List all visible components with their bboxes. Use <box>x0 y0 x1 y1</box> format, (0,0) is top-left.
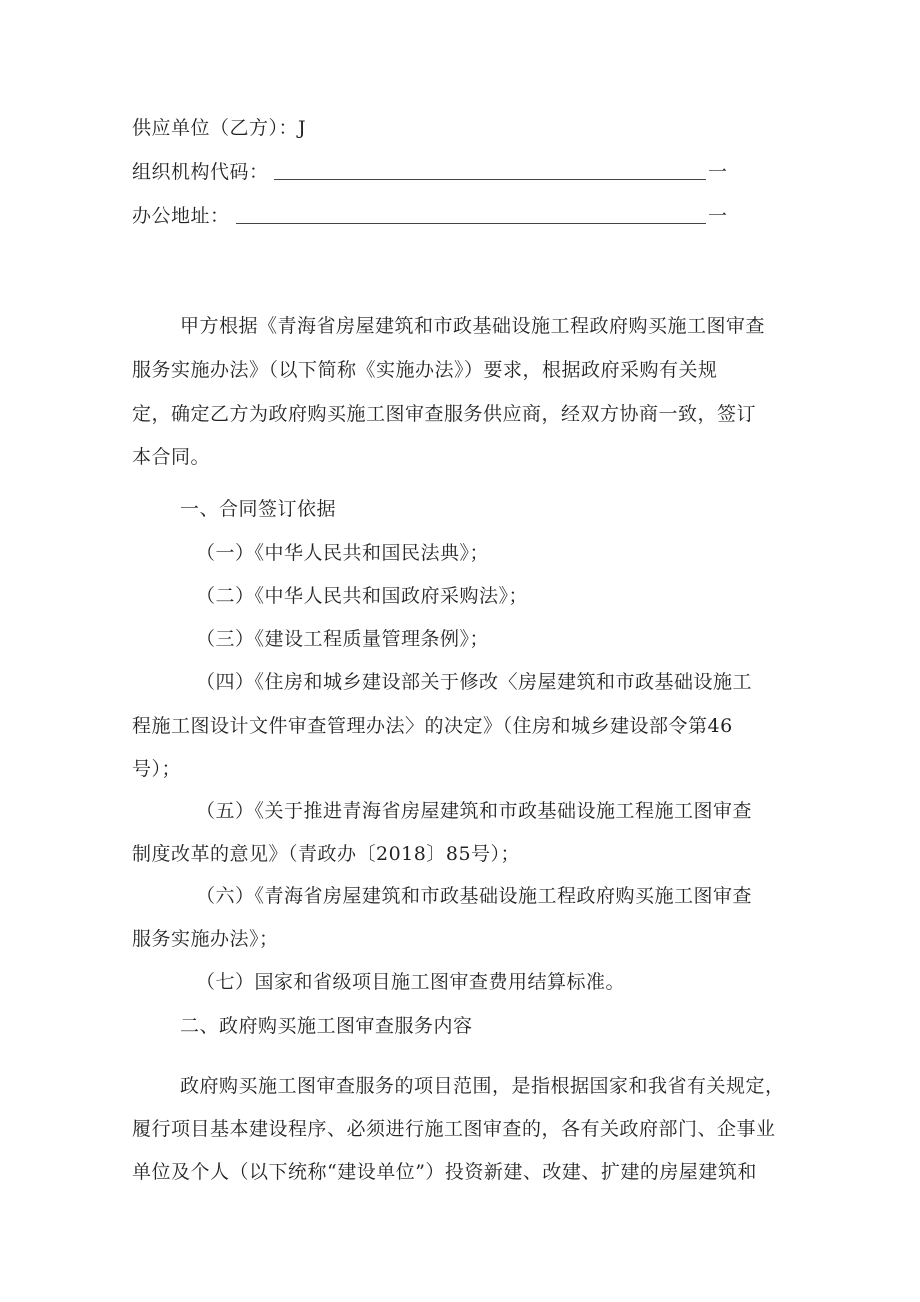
list-item: （三）《建设工程质量管理条例》； <box>196 628 490 650</box>
list-item: （二）《中华人民共和国政府采购法》； <box>196 585 529 607</box>
intro-line: 服务实施办法》（以下简称《实施办法》）要求，根据政府采购有关规 <box>132 359 718 381</box>
section-heading: 一、合同签订依据 <box>180 498 337 520</box>
intro-line: 定，确定乙方为政府购买施工图审查服务供应商，经双方协商一致，签订 <box>132 403 757 425</box>
section-heading: 二、政府购买施工图审查服务内容 <box>180 1015 473 1037</box>
list-item-continued: 号）； <box>132 758 182 780</box>
list-item: （六）《青海省房屋建筑和市政基础设施工程政府购买施工图审查 <box>196 885 753 907</box>
list-item-continued: 服务实施办法》； <box>132 928 279 950</box>
list-item: （四）《住房和城乡建设部关于修改〈房屋建筑和市政基础设施工 <box>196 671 753 693</box>
list-item-continued: 制度改革的意见》（青政办〔2018〕85号）； <box>132 843 521 865</box>
address-underline <box>236 223 706 224</box>
list-item: （五）《关于推进青海省房屋建筑和市政基础设施工程施工图审查 <box>196 800 753 822</box>
paragraph-line: 政府购买施工图审查服务的项目范围，是指根据国家和我省有关规定， <box>180 1075 785 1097</box>
org-code-underline <box>274 179 706 180</box>
supplier-label: 供应单位（乙方）：J <box>132 117 307 139</box>
intro-line: 甲方根据《青海省房屋建筑和市政基础设施工程政府购买施工图审查 <box>180 315 766 337</box>
address-label: 办公地址： <box>132 205 230 227</box>
org-code-label: 组织机构代码： <box>132 161 269 183</box>
paragraph-line: 履行项目基本建设程序、必须进行施工图审查的，各有关政府部门、企事业 <box>132 1118 776 1140</box>
paragraph-line: 单位及个人（以下统称“建设单位”）投资新建、改建、扩建的房屋建筑和 <box>132 1161 757 1183</box>
list-item-continued: 程施工图设计文件审查管理办法〉的决定》（住房和城乡建设部令第46 <box>132 715 733 737</box>
intro-line: 本合同。 <box>132 446 211 468</box>
org-code-trail: 一 <box>708 161 728 183</box>
list-item: （七）国家和省级项目施工图审查费用结算标准。 <box>196 971 626 993</box>
list-item: （一）《中华人民共和国民法典》； <box>196 542 490 564</box>
address-trail: 一 <box>708 205 728 227</box>
